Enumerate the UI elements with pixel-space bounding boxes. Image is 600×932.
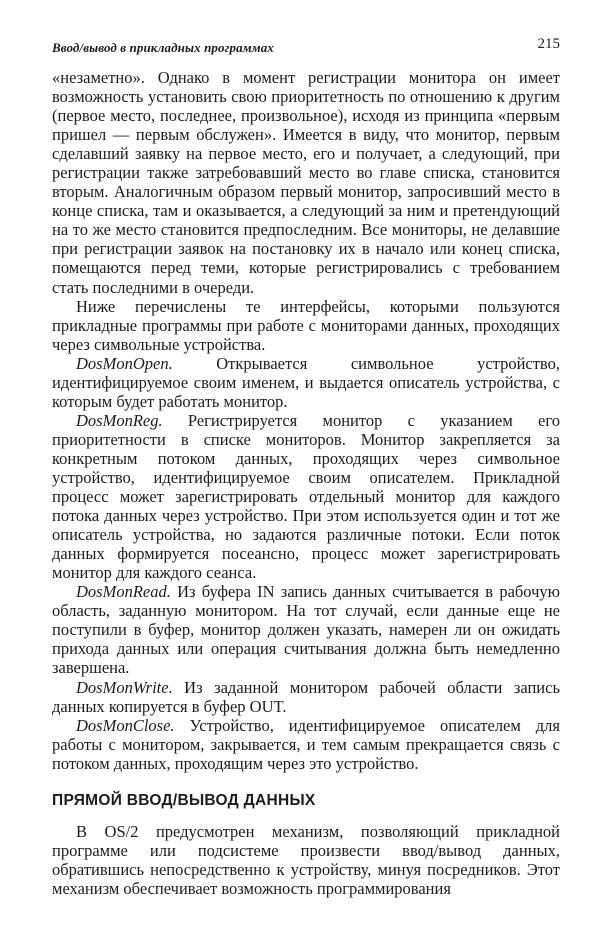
paragraph-dosmonopen — [52, 354, 560, 411]
page-body — [52, 68, 560, 898]
running-title: Ввод/вывод в прикладных программах — [52, 40, 274, 55]
paragraph-monitor-priority: «незаметно». Однако в момент регистрации монитора он имеет возможность установить свою приоритетность по отношению к другим (первое место, последнее, произвольное), исходя из принципа «первым пришел — первым обслужен». Имеется в виду, что монитор, первым сделавший заявку на первое место, его и получает, а следующий, при регистрации также затребовавший место во главе списка, становится вторым. Аналогичным образом первый монитор, запросивший место в конце списка, там и оказывается, а следующий за ним и претендующий на то же место становится предпоследним. Все мониторы, не делавшие при регистрации заявок на постановку их в начало или конец списка, помещаются перед теми, которые регистрировались с требованием стать последними в очереди. — [52, 68, 560, 297]
definition-dosmonread: Из буфера IN запись данных считывается в рабочую область, заданную монитором. На тот случай, если данные еще не поступили в буфер, монитор должен указать, намерен ли он ожидать прихода данных или операция считывания должна быть немедленно завершена. — [52, 582, 560, 678]
term-dosmonread: DosMonRead. — [76, 582, 171, 602]
paragraph-interfaces-intro: Ниже перечислены те интерфейсы, которыми пользуются прикладные программы при работе с мониторами данных, проходящих через символьные устройства. — [52, 296, 560, 354]
paragraph-dosmonclose — [52, 716, 560, 773]
paragraph-direct-io: В OS/2 предусмотрен механизм, позволяющий прикладной программе или подсистеме произвести ввод/вывод данных, обратившись непосредственно к устройству, минуя посредников. Этот механизм обеспечивает возможность программирования — [52, 821, 560, 898]
term-dosmonreg: DosMonReg. — [76, 410, 163, 430]
paragraph-dosmonreg — [52, 411, 560, 582]
definition-dosmonreg: Регистрируется монитор с указанием его приоритетности в списке мониторов. Монитор закрепляется за конкретным потоком данных, проходящих через символьное устройство, идентифицируемое своим описателем. Прикладной процесс может зарегистрировать отдельный монитор для каждого потока данных через устройство. При этом используется один и тот же описатель устройства, но задаются различные потоки. Если поток данных формируется посеансно, процесс может зарегистрировать монитор для каждого сеанса. — [52, 410, 560, 583]
term-dosmonwrite: DosMonWrite. — [76, 677, 173, 697]
running-head — [52, 34, 560, 56]
definition-dosmonclose: Устройство, идентифицируемое описателем для работы с монитором, закрывается, и тем самым прекращается связь с потоком данных, проходящим через это устройство. — [52, 715, 560, 773]
section-heading: ПРЯМОЙ ВВОД/ВЫВОД ДАННЫХ — [52, 791, 316, 809]
definition-dosmonwrite: Из заданной монитором рабочей области запись данных копируется в буфер OUT. — [52, 677, 560, 716]
term-dosmonclose: DosMonClose. — [76, 715, 175, 735]
paragraph-dosmonwrite — [52, 678, 560, 716]
page-number: 215 — [537, 36, 560, 52]
paragraph-dosmonread — [52, 582, 560, 677]
term-dosmonopen: DosMonOpen. — [76, 353, 173, 373]
definition-dosmonopen: Открывается символьное устройство, идентифицируемое своим именем, и выдается описатель устройства, с которым будет работать монитор. — [52, 353, 560, 411]
book-page — [52, 34, 560, 898]
